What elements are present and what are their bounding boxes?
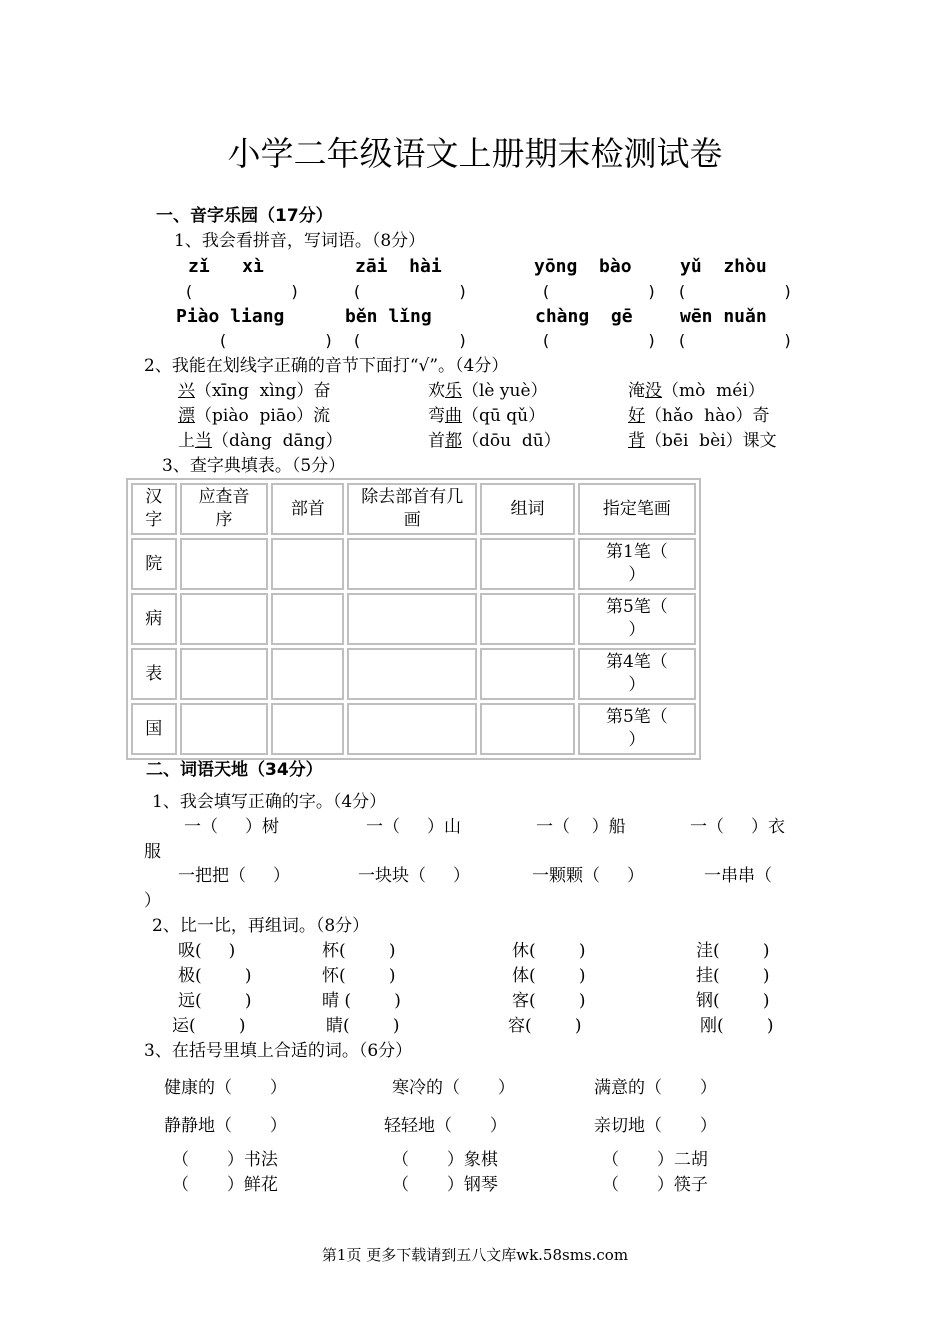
- pinyin-7: chàng gē: [535, 306, 633, 327]
- table-cell-blank[interactable]: [271, 648, 344, 700]
- compare-item[interactable]: 运( ): [172, 1016, 246, 1036]
- phrase-item[interactable]: （ ）书法: [172, 1150, 278, 1170]
- fill-item[interactable]: 一（ ）衣: [690, 817, 786, 837]
- fill-item-wrap: ）: [144, 891, 161, 911]
- syllable-item[interactable]: 首都（dōu dū）: [428, 431, 561, 451]
- compare-item[interactable]: 钢( ): [696, 991, 770, 1011]
- fill-item-wrap: 服: [144, 842, 161, 862]
- table-cell-blank[interactable]: [180, 593, 269, 645]
- table-cell-char: 表: [131, 648, 177, 700]
- fill-item[interactable]: 一串串（: [704, 866, 772, 886]
- fill-item[interactable]: 一（ ）船: [536, 817, 626, 837]
- answer-blank[interactable]: ( ): [218, 331, 334, 350]
- phrase-item[interactable]: 满意的（ ）: [594, 1078, 717, 1098]
- table-cell-char: 院: [131, 538, 177, 590]
- table-header: 组词: [480, 483, 575, 535]
- phrase-item[interactable]: （ ）二胡: [602, 1150, 708, 1170]
- table-cell-blank[interactable]: [480, 703, 575, 755]
- pinyin-3: yōng bào: [534, 256, 632, 277]
- fill-item[interactable]: 一把把（ ）: [178, 866, 291, 886]
- compare-item[interactable]: 睛( ): [326, 1016, 400, 1036]
- compare-item[interactable]: 刚( ): [700, 1016, 774, 1036]
- fill-item[interactable]: 一颗颗（ ）: [532, 866, 645, 886]
- page-footer: 第1页 更多下载请到五八文库wk.58sms.com: [321, 1246, 629, 1264]
- table-cell-blank[interactable]: [347, 648, 477, 700]
- answer-blank[interactable]: ( ): [184, 282, 300, 301]
- table-cell-blank[interactable]: [480, 593, 575, 645]
- dictionary-table: [126, 478, 701, 760]
- syllable-item[interactable]: 背（bēi bèi）课文: [628, 431, 777, 451]
- phrase-item[interactable]: （ ）筷子: [602, 1175, 708, 1195]
- table-header: 除去部首有几 画: [347, 483, 477, 535]
- table-header: 汉 字: [131, 483, 177, 535]
- s2-q1-prompt: 1、我会填写正确的字。（4分）: [152, 792, 387, 812]
- section-2-heading: 二、词语天地（34分）: [146, 760, 323, 780]
- table-row: [131, 703, 696, 755]
- compare-item[interactable]: 挂( ): [696, 966, 770, 986]
- table-header: 部首: [271, 483, 344, 535]
- syllable-item[interactable]: 兴（xīng xìng）奋: [178, 381, 331, 401]
- s1-q1-prompt: 1、我会看拼音，写词语。（8分）: [174, 231, 426, 251]
- compare-item[interactable]: 客( ): [512, 991, 586, 1011]
- table-header: 指定笔画: [578, 483, 696, 535]
- compare-item[interactable]: 洼( ): [696, 941, 770, 961]
- fill-item[interactable]: 一（ ）山: [366, 817, 462, 837]
- table-cell-stroke[interactable]: 第1笔（ ）: [578, 538, 696, 590]
- table-cell-char: 国: [131, 703, 177, 755]
- answer-blank[interactable]: ( ): [352, 331, 468, 350]
- phrase-item[interactable]: 轻轻地（ ）: [384, 1116, 507, 1136]
- phrase-item[interactable]: 健康的（ ）: [164, 1078, 287, 1098]
- table-cell-blank[interactable]: [271, 538, 344, 590]
- pinyin-2: zāi hài: [355, 256, 442, 277]
- fill-item[interactable]: 一（ ）树: [184, 817, 280, 837]
- syllable-item[interactable]: 欢乐（lè yuè）: [428, 381, 548, 401]
- answer-blank[interactable]: ( ): [677, 331, 793, 350]
- page-title: 小学二年级语文上册期末检测试卷: [227, 134, 723, 173]
- compare-item[interactable]: 远( ): [178, 991, 252, 1011]
- table-cell-stroke[interactable]: 第4笔（ ）: [578, 648, 696, 700]
- table-cell-blank[interactable]: [180, 703, 269, 755]
- table-row: [131, 593, 696, 645]
- table-cell-blank[interactable]: [480, 648, 575, 700]
- s1-q2-prompt: 2、我能在划线字正确的音节下面打“√”。（4分）: [144, 356, 509, 376]
- syllable-item[interactable]: 上当（dàng dāng）: [178, 431, 343, 451]
- compare-item[interactable]: 吸( ): [178, 941, 236, 961]
- syllable-item[interactable]: 淹没（mò méi）: [628, 381, 765, 401]
- table-cell-blank[interactable]: [271, 593, 344, 645]
- table-cell-char: 病: [131, 593, 177, 645]
- pinyin-5: Piào liang: [176, 306, 285, 327]
- compare-item[interactable]: 怀( ): [322, 966, 396, 986]
- section-1-heading: 一、音字乐园（17分）: [156, 206, 333, 226]
- phrase-item[interactable]: （ ）鲜花: [172, 1175, 278, 1195]
- compare-item[interactable]: 晴 ( ): [322, 991, 401, 1011]
- s2-q3-prompt: 3、在括号里填上合适的词。（6分）: [144, 1041, 413, 1061]
- answer-blank[interactable]: ( ): [541, 331, 657, 350]
- compare-item[interactable]: 极( ): [178, 966, 252, 986]
- pinyin-6: běn lǐng: [345, 306, 432, 327]
- compare-item[interactable]: 杯( ): [322, 941, 396, 961]
- table-cell-blank[interactable]: [347, 593, 477, 645]
- pinyin-4: yǔ zhòu: [680, 256, 767, 277]
- pinyin-8: wēn nuǎn: [680, 306, 767, 327]
- answer-blank[interactable]: ( ): [352, 282, 468, 301]
- syllable-item[interactable]: 弯曲（qū qǔ）: [428, 406, 546, 426]
- table-row: [131, 648, 696, 700]
- table-cell-blank[interactable]: [271, 703, 344, 755]
- table-row: [131, 538, 696, 590]
- syllable-item[interactable]: 好（hǎo hào）奇: [628, 406, 770, 426]
- fill-item[interactable]: 一块块（ ）: [358, 866, 471, 886]
- compare-item[interactable]: 容( ): [508, 1016, 582, 1036]
- phrase-item[interactable]: 静静地（ ）: [164, 1116, 287, 1136]
- answer-blank[interactable]: ( ): [677, 282, 793, 301]
- table-cell-blank[interactable]: [347, 703, 477, 755]
- table-cell-blank[interactable]: [180, 538, 269, 590]
- pinyin-1: zǐ xì: [188, 256, 264, 277]
- table-cell-stroke[interactable]: 第5笔（ ）: [578, 593, 696, 645]
- compare-item[interactable]: 体( ): [512, 966, 586, 986]
- s2-q2-prompt: 2、比一比，再组词。（8分）: [152, 916, 370, 936]
- compare-item[interactable]: 休( ): [512, 941, 586, 961]
- s1-q3-prompt: 3、查字典填表。（5分）: [162, 456, 346, 476]
- table-cell-blank[interactable]: [347, 538, 477, 590]
- phrase-item[interactable]: （ ）象棋: [392, 1150, 498, 1170]
- table-header: 应查音 序: [180, 483, 269, 535]
- table-cell-stroke[interactable]: 第5笔（ ）: [578, 703, 696, 755]
- phrase-item[interactable]: 寒冷的（ ）: [392, 1078, 515, 1098]
- phrase-item[interactable]: （ ）钢琴: [392, 1175, 498, 1195]
- phrase-item[interactable]: 亲切地（ ）: [594, 1116, 717, 1136]
- table-cell-blank[interactable]: [480, 538, 575, 590]
- table-cell-blank[interactable]: [180, 648, 269, 700]
- answer-blank[interactable]: ( ): [541, 282, 657, 301]
- syllable-item[interactable]: 漂（piào piāo）流: [178, 406, 331, 426]
